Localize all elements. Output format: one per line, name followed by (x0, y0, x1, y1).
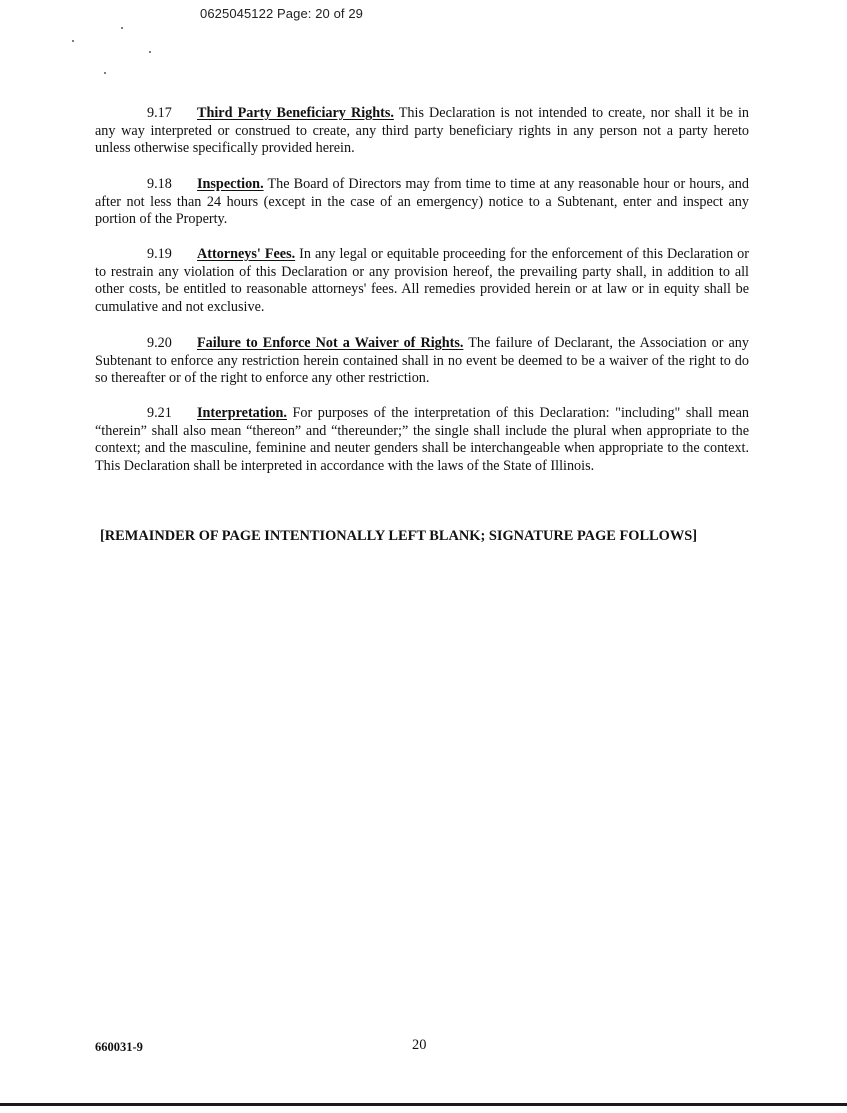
scan-speck (72, 40, 74, 42)
footer-document-id: 660031-9 (95, 1040, 143, 1054)
section-number: 9.21 (147, 405, 172, 421)
section-9-18 (95, 176, 749, 229)
section-9-21 (95, 405, 749, 475)
section-9-19 (95, 246, 749, 316)
document-stamp: 0625045122 Page: 20 of 29 (200, 6, 363, 21)
section-number: 9.17 (147, 105, 172, 121)
section-9-17 (95, 105, 749, 158)
section-body: The Board of Directors may from time to time at any reasonable hour or hours, and after not less than 24 hours (except in the case of an emergency) notice to a Subtenant, enter and inspect any portion of the Property. (95, 176, 749, 228)
footer-page-number: 20 (412, 1037, 427, 1053)
section-heading: Attorneys' Fees. (197, 246, 296, 262)
section-number: 9.19 (147, 246, 172, 262)
bottom-edge-rule (0, 1103, 847, 1106)
section-body: The failure of Declarant, the Association or any Subtenant to enforce any restriction herein contained shall in no event be deemed to be a waiver of the right to do so thereafter or of the right to enforce any other restriction. (95, 335, 749, 387)
section-9-20 (95, 335, 749, 388)
page-break-notice: [REMAINDER OF PAGE INTENTIONALLY LEFT BLANK; SIGNATURE PAGE FOLLOWS] (100, 528, 698, 544)
section-heading: Interpretation. (197, 405, 287, 421)
section-heading: Failure to Enforce Not a Waiver of Rights. (197, 335, 464, 351)
scan-speck (149, 51, 151, 53)
section-heading: Inspection. (197, 176, 264, 192)
section-body: For purposes of the interpretation of this Declaration: "including" shall mean “therein” shall also mean “thereon” and “thereunder;” the single shall include the plural when appropriate to the context; and the masculine, feminine and neuter genders shall be interchangeable when appropriate to the context. This Declaration shall be interpreted in accordance with the laws of the State of Illinois. (95, 405, 749, 474)
scan-speck (104, 72, 106, 74)
section-number: 9.20 (147, 335, 172, 351)
section-body: This Declaration is not intended to create, nor shall it be in any way interpreted or construed to create, any third party beneficiary rights in any person not a party hereto unless otherwise specifically provided herein. (95, 105, 749, 157)
section-body: In any legal or equitable proceeding for the enforcement of this Declaration or to restrain any violation of this Declaration or any provision hereof, the prevailing party shall, in addition to all other costs, be entitled to reasonable attorneys' fees. All remedies provided herein or at law or in equity shall be cumulative and not exclusive. (95, 246, 749, 315)
section-heading: Third Party Beneficiary Rights. (197, 105, 394, 121)
section-number: 9.18 (147, 176, 172, 192)
scan-speck (121, 27, 123, 29)
